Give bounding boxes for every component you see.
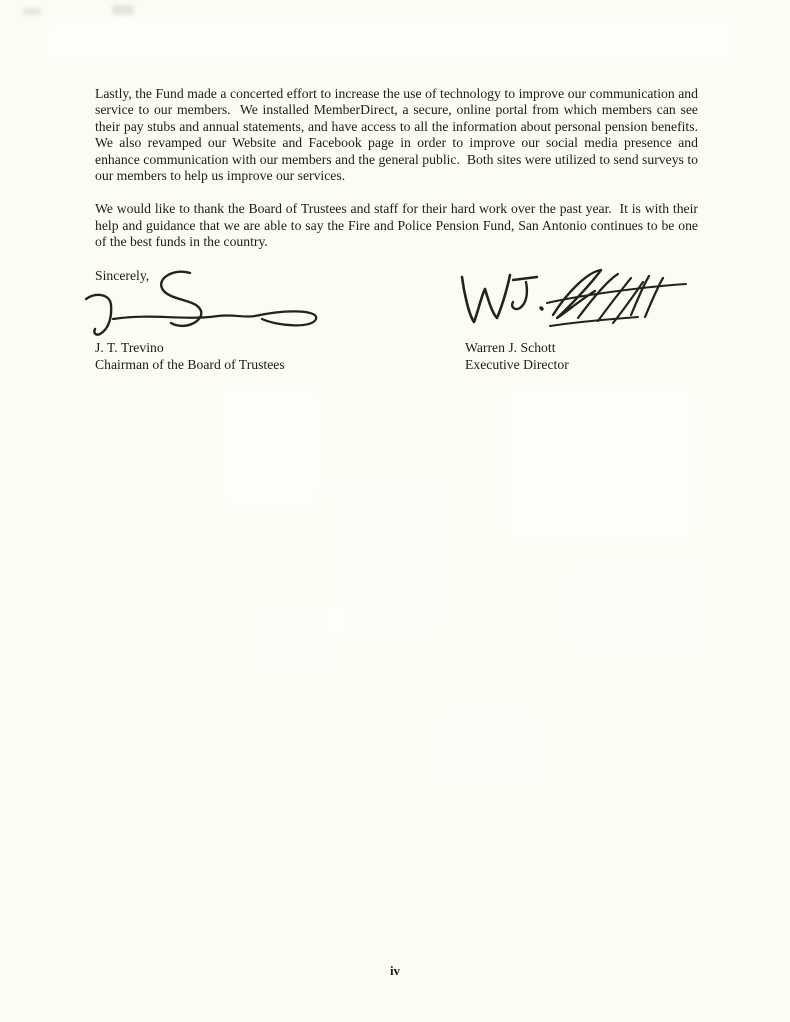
scan-artifact [560,555,710,665]
scan-artifact [215,380,325,510]
scan-artifact [330,470,450,640]
scan-artifact [40,14,740,69]
signer-title: Executive Director [465,356,569,372]
schott-signature-icon [452,262,692,344]
signer-block-schott [465,340,569,373]
scan-artifact [420,700,560,790]
letter-body [95,86,705,284]
trevino-signature-icon [83,268,323,342]
letter-closing: Sincerely, [95,267,150,283]
scan-smudge [22,8,42,15]
signer-title: Chairman of the Board of Trustees [95,356,285,372]
scan-artifact [500,385,700,545]
scan-smudge [112,5,134,15]
page-number: iv [389,963,401,978]
signer-block-trevino [95,340,285,373]
scan-artifact [250,600,340,680]
signer-name: J. T. Trevino [95,340,164,355]
signer-name: Warren J. Schott [465,340,556,355]
letter-paragraph: Lastly, the Fund made a concerted effort to increase the use of technology to improve our communication and service to our members. We installed MemberDirect, a secure, online portal from which members can see their pay stubs and annual statements, and have access to all the information about personal pension benefits. We also revamped our Website and Facebook page in order to improve our social media presence and enhance communication with our members and the general public. Both sites were utilized to send surveys to our members to help us improve our services. [95,86,705,184]
letter-paragraph: We would like to thank the Board of Trustees and staff for their hard work over the past year. It is with their help and guidance that we are able to say the Fire and Police Pension Fund, San Antonio continues to be one of the best funds in the country. [95,201,702,250]
